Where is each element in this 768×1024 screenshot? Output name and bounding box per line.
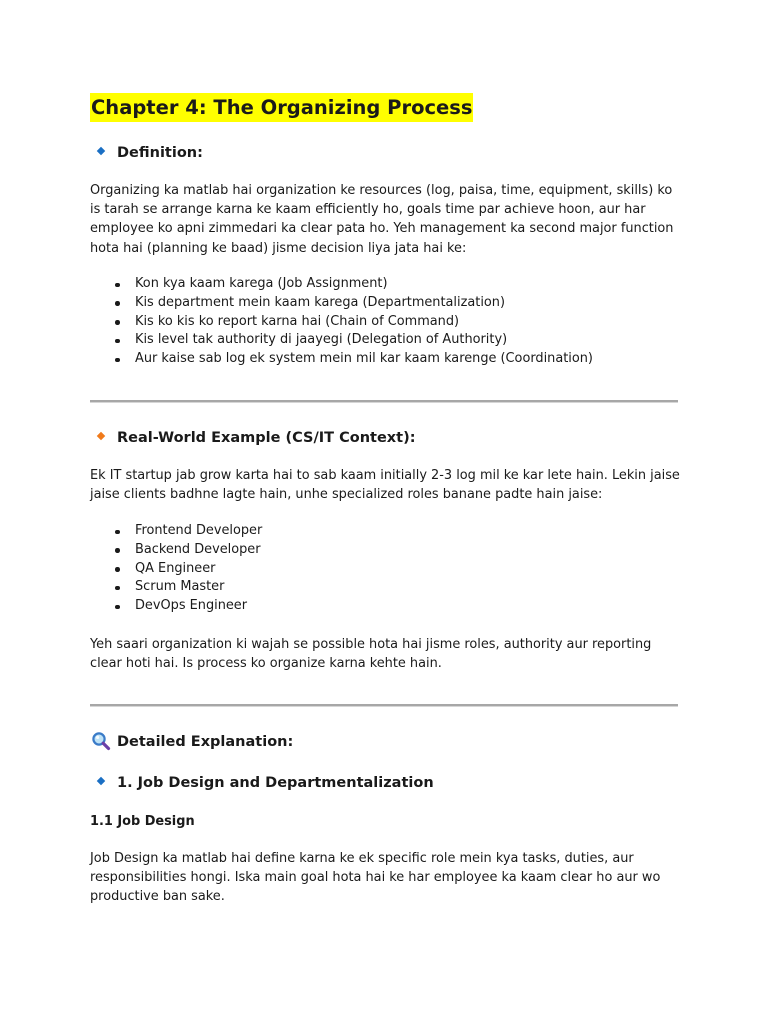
list-item: DevOps Engineer bbox=[90, 597, 262, 616]
explanation-heading bbox=[91, 731, 293, 753]
list-item: Frontend Developer bbox=[90, 522, 262, 541]
example-heading bbox=[96, 428, 416, 448]
paragraph-line: hota hai (planning ke baad) jisme decision liya jata hai ke: bbox=[90, 240, 467, 256]
list-item: Kis department mein kaam karega (Departmentalization) bbox=[90, 294, 593, 313]
roles-bullet-list bbox=[90, 522, 262, 616]
paragraph-line: Job Design ka matlab hai define karna ke ek specific role mein kya tasks, duties, aur bbox=[90, 851, 634, 866]
definition-heading bbox=[96, 143, 203, 163]
paragraph-line: responsibilities hongi. Iska main goal hota hai ke har employee ka kaam clear ho aur wo bbox=[90, 870, 661, 886]
horizontal-divider bbox=[90, 704, 678, 707]
blue-diamond-icon bbox=[96, 773, 117, 793]
list-item: Scrum Master bbox=[90, 578, 262, 597]
definition-heading-text: Definition: bbox=[117, 145, 203, 161]
list-item: Aur kaise sab log ek system mein mil kar kaam karenge (Coordination) bbox=[90, 350, 593, 369]
list-item: Kis level tak authority di jaayegi (Delegation of Authority) bbox=[90, 331, 593, 350]
paragraph-line: is tarah se arrange karna ke kaam efficiently ho, goals time par achieve hoon, aur har bbox=[90, 202, 646, 218]
paragraph-line: Organizing ka matlab hai organization ke resources (log, paisa, time, equipment, skills) ko bbox=[90, 183, 673, 198]
definition-bullet-list bbox=[90, 275, 593, 369]
job-design-paragraph bbox=[90, 849, 680, 907]
paragraph-line: Ek IT startup jab grow karta hai to sab kaam initially 2-3 log mil ke kar lete hain. Lekin jaise bbox=[90, 468, 680, 483]
list-item: Backend Developer bbox=[90, 541, 262, 560]
example-paragraph bbox=[90, 466, 680, 504]
paragraph-line: productive ban sake. bbox=[90, 889, 225, 905]
subheading-text: 1. Job Design and Departmentalization bbox=[117, 775, 434, 791]
paragraph-line: Yeh saari organization ki wajah se possible hota hai jisme roles, authority aur reporting bbox=[90, 637, 652, 652]
example-closing-paragraph bbox=[90, 635, 680, 673]
job-design-title: 1.1 Job Design bbox=[90, 814, 195, 829]
definition-paragraph bbox=[90, 181, 680, 258]
explanation-heading-text: Detailed Explanation: bbox=[117, 734, 294, 750]
job-design-departmentalization-heading bbox=[96, 773, 434, 793]
example-heading-text: Real-World Example (CS/IT Context): bbox=[117, 430, 416, 446]
list-item: QA Engineer bbox=[90, 560, 262, 579]
blue-diamond-icon bbox=[96, 143, 117, 163]
magnifying-glass-icon bbox=[91, 731, 117, 753]
list-item: Kis ko kis ko report karna hai (Chain of Command) bbox=[90, 313, 593, 332]
chapter-title: Chapter 4: The Organizing Process bbox=[90, 93, 473, 122]
horizontal-divider bbox=[90, 400, 678, 403]
paragraph-line: employee ko apni zimmedari ka clear pata ho. Yeh management ka second major function bbox=[90, 221, 674, 237]
list-item: Kon kya kaam karega (Job Assignment) bbox=[90, 275, 593, 294]
orange-diamond-icon bbox=[96, 428, 117, 448]
paragraph-line: clear hoti hai. Is process ko organize karna kehte hain. bbox=[90, 656, 442, 672]
paragraph-line: jaise clients badhne lagte hain, unhe specialized roles banane padte hain jaise: bbox=[90, 487, 603, 503]
